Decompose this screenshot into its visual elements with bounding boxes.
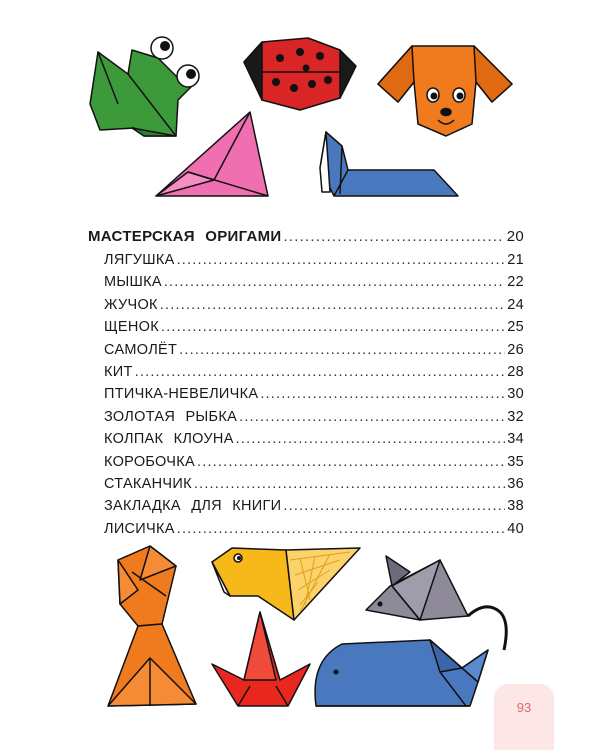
toc-item[interactable] [88, 297, 524, 319]
goldfish-icon [212, 548, 360, 620]
toc-leader-dots [161, 319, 505, 335]
toc-item-page: 40 [507, 520, 524, 537]
toc-leader-dots [260, 386, 505, 402]
toc-leader-dots [164, 274, 505, 290]
mouse-icon [366, 556, 506, 650]
toc-item[interactable] [88, 431, 524, 453]
toc-leader-dots [283, 498, 505, 514]
toc-item-page: 24 [507, 296, 524, 313]
ladybug-icon [244, 38, 356, 110]
toc-item[interactable] [88, 386, 524, 408]
toc-item-page: 28 [507, 363, 524, 380]
toc-item[interactable] [88, 342, 524, 364]
toc-section-title: МАСТЕРСКАЯ ОРИГАМИ [88, 228, 282, 245]
toc-item-page: 22 [507, 274, 524, 291]
bookmark-icon [320, 132, 458, 196]
toc-item-title: КОРОБОЧКА [104, 453, 195, 470]
toc-item[interactable] [88, 409, 524, 431]
page-number-tab [494, 684, 554, 750]
puppy-icon [378, 46, 512, 136]
toc-item[interactable] [88, 521, 524, 543]
fox-icon [108, 546, 196, 706]
toc-item-page: 36 [507, 475, 524, 492]
toc-item[interactable] [88, 319, 524, 341]
toc-leader-dots [177, 252, 506, 268]
toc-item-title: ЩЕНОК [104, 319, 159, 336]
page-number: 93 [516, 700, 532, 715]
toc-section-row[interactable] [88, 228, 524, 252]
toc-item[interactable] [88, 252, 524, 274]
top-illustrations [0, 0, 600, 215]
toc-item-page: 32 [507, 408, 524, 425]
toc-item[interactable] [88, 454, 524, 476]
toc-item-title: ЖУЧОК [104, 296, 158, 313]
toc-item-page: 30 [507, 386, 524, 403]
toc-item-page: 34 [507, 431, 524, 448]
toc-item[interactable] [88, 274, 524, 296]
toc-item-title: ЗАКЛАДКА ДЛЯ КНИГИ [104, 498, 282, 515]
toc-item-title: ПТИЧКА-НЕВЕЛИЧКА [104, 386, 259, 403]
toc-item-title: ЛИСИЧКА [104, 520, 175, 537]
toc-leader-dots [177, 521, 506, 537]
toc-item-page: 26 [507, 341, 524, 358]
toc-item-title: ЛЯГУШКА [104, 252, 175, 268]
toc-leader-dots [197, 454, 505, 470]
toc-item[interactable] [88, 364, 524, 386]
toc-item-page: 21 [507, 252, 524, 268]
toc-leader-dots [135, 364, 506, 380]
toc-leader-dots [236, 431, 506, 447]
toc-item-title: КИТ [104, 363, 133, 380]
toc-item-title: ЗОЛОТАЯ РЫБКА [104, 408, 238, 425]
toc-item-page: 38 [507, 498, 524, 515]
frog-icon [90, 37, 199, 136]
toc-leader-dots [179, 342, 505, 358]
toc-item-page: 25 [507, 319, 524, 336]
clown-cap-icon [212, 612, 310, 706]
toc-item-title: СТАКАНЧИК [104, 475, 192, 492]
toc-leader-dots [239, 409, 505, 425]
toc-item-page: 35 [507, 453, 524, 470]
toc-leader-dots [160, 297, 505, 313]
toc-leader-dots [284, 228, 505, 245]
toc-item[interactable] [88, 498, 524, 520]
table-of-contents [88, 228, 524, 543]
toc-item-title: САМОЛЁТ [104, 341, 178, 358]
toc-leader-dots [194, 476, 505, 492]
toc-section-page: 20 [506, 228, 524, 245]
toc-item-title: КОЛПАК КЛОУНА [104, 431, 234, 448]
toc-item[interactable] [88, 476, 524, 498]
toc-item-title: МЫШКА [104, 274, 162, 291]
whale-icon [315, 640, 488, 706]
